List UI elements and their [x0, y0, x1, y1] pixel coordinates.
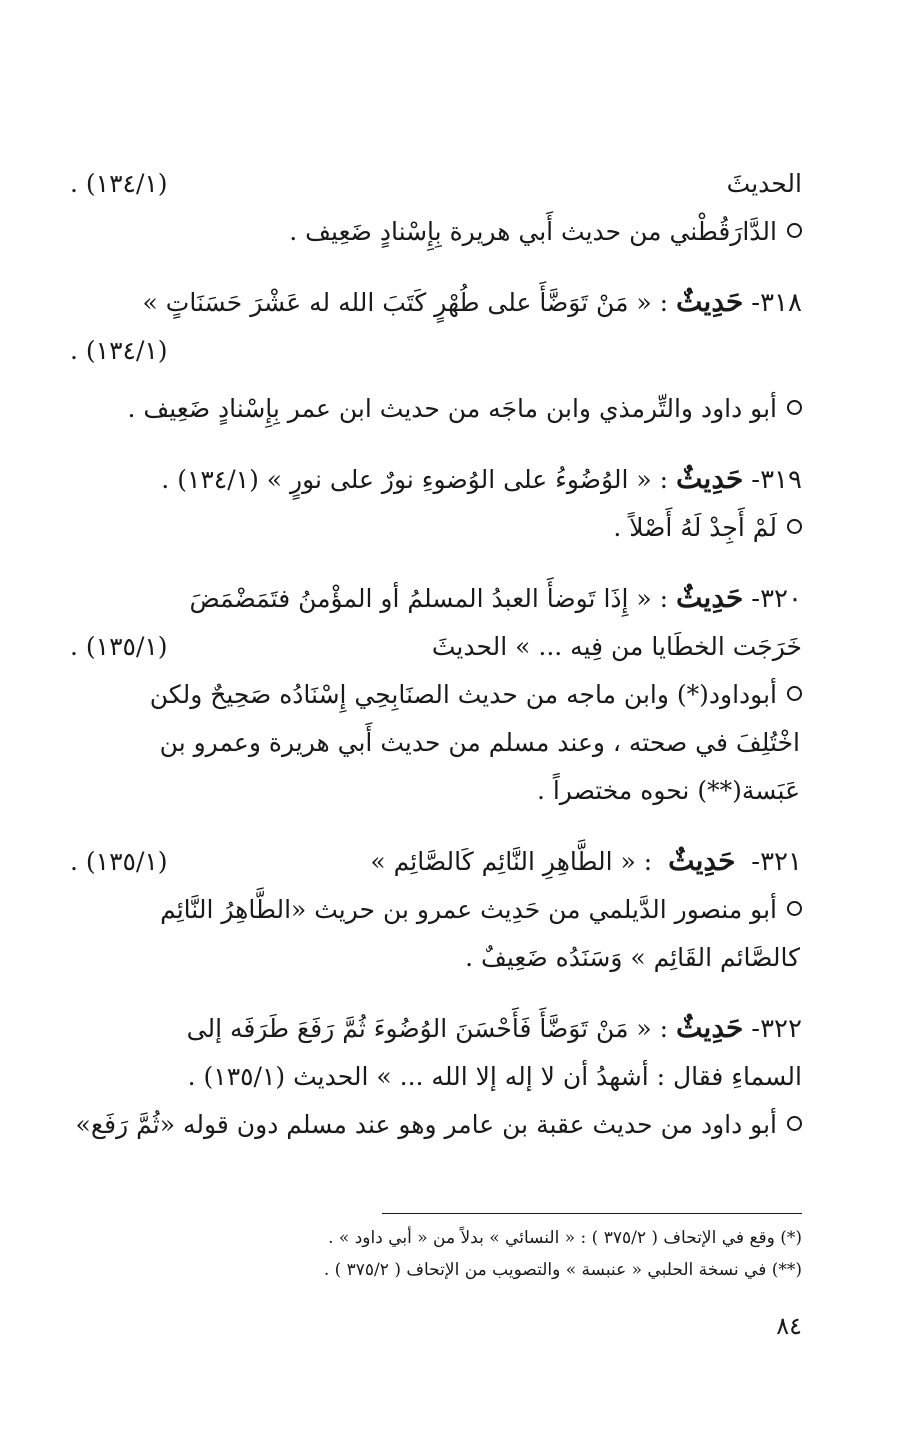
hadith-label: حَدِيثٌ — [676, 1011, 744, 1044]
comment-text: عَبَسة(**) نحوه مختصراً . — [536, 776, 800, 805]
hadith-322-line — [70, 1004, 802, 1053]
main-text — [70, 160, 802, 1149]
comment-line — [70, 208, 802, 256]
hadith-number: ٣١٩- — [751, 465, 802, 495]
circle-bullet-icon — [787, 901, 802, 916]
hadith-text: : « الوُضُوءُ على الوُضوءِ نورٌ على نورٍ » (١٣٤/١) . — [161, 465, 669, 494]
hadith-number: ٣٢٠- — [751, 584, 802, 614]
hadith-text: : « مَنْ تَوَضَّأَ على طُهْرٍ كَتَبَ الله له عَشْرَ حَسَنَاتٍ » — [142, 288, 669, 317]
hadith-number: ٣٢١- — [751, 847, 802, 877]
circle-bullet-icon — [787, 400, 802, 415]
comment-text: لَمْ أَجِدْ لَهُ أَصْلاً . — [613, 513, 777, 542]
comment-text: أبو داود من حديث عقبة بن عامر وهو عند مسلم دون قوله «ثُمَّ رَفَع» — [75, 1110, 777, 1139]
circle-bullet-icon — [787, 686, 802, 701]
comment-text: أبوداود(*) وابن ماجه من حديث الصنَابِحِي إِسْنَادُه صَحِيحٌ ولكن — [149, 680, 777, 709]
footnote-divider — [382, 1213, 802, 1214]
volume-page-ref: (١٣٥/١) . — [70, 847, 168, 876]
continuation-text: الحديثَ — [726, 169, 802, 198]
circle-bullet-icon — [787, 519, 802, 534]
hadith-text: خَرَجَت الخطَايا من فِيه ... » الحديثَ — [431, 632, 802, 661]
hadith-318-line — [70, 278, 802, 327]
comment-line — [70, 934, 802, 982]
comment-text: أبو منصور الدَّيلمي من حَدِيث عمرو بن حريث «الطَّاهِرُ النَّائِم — [160, 895, 777, 924]
hadith-text: : « مَنْ تَوَضَّأَ فَأَحْسَنَ الوُضُوءَ ثُمَّ رَفَعَ طَرَفَه إلى — [186, 1014, 669, 1043]
text-line — [70, 1053, 802, 1101]
comment-line — [70, 886, 802, 934]
hadith-label: حَدِيثٌ — [676, 581, 744, 614]
hadith-number: ٣٢٢- — [751, 1014, 802, 1044]
page-number: ٨٤ — [776, 1312, 802, 1340]
hadith-label: حَدِيثٌ — [668, 844, 736, 877]
text-line — [70, 160, 802, 208]
circle-bullet-icon — [787, 1116, 802, 1131]
comment-text: اخْتُلِفَ في صحته ، وعند مسلم من حديث أَبي هريرة وعمرو بن — [159, 728, 800, 757]
comment-text: أبو داود والتِّرمذي وابن ماجَه من حديث ابن عمر بِإِسْنادٍ ضَعِيف . — [127, 394, 777, 423]
hadith-label: حَدِيثٌ — [676, 285, 744, 318]
comment-line — [70, 385, 802, 433]
comment-line — [70, 671, 802, 719]
hadith-label: حَدِيثٌ — [676, 462, 744, 495]
comment-line — [70, 767, 802, 815]
volume-page-ref: (١٣٥/١) . — [70, 632, 168, 661]
comment-line — [70, 1101, 802, 1149]
comment-text: كالصَّائم القَائِم » وَسَنَدُه ضَعِيفٌ . — [465, 943, 800, 972]
hadith-text: : « إِذَا تَوضأَ العبدُ المسلمُ أو المؤْمنُ فتَمَضْمَضَ — [189, 584, 669, 613]
volume-page-ref: (١٣٤/١) . — [70, 336, 168, 365]
comment-line — [70, 504, 802, 552]
circle-bullet-icon — [787, 223, 802, 238]
hadith-321-line — [70, 837, 802, 886]
hadith-319-line — [70, 455, 802, 504]
hadith-320-line — [70, 574, 802, 623]
hadith-number: ٣١٨- — [751, 288, 802, 318]
comment-text: الدَّارَقُطْني من حديث أَبي هريرة بِإِسْنادٍ ضَعِيف . — [289, 217, 777, 246]
hadith-text: السماءِ فقال : أشهدُ أن لا إله إلا الله ... » الحديث (١٣٥/١) . — [187, 1062, 802, 1091]
text-line — [70, 327, 802, 375]
hadith-text: : « الطَّاهِرِ النَّائِم كَالصَّائِم » — [370, 847, 653, 876]
volume-page-ref: (١٣٤/١) . — [70, 169, 168, 198]
footnotes — [70, 1222, 802, 1286]
footnote-1: (*) وقع في الإتحاف ( ٣٧٥/٢ ) : « النسائي » بدلاً من « أبي داود » . — [328, 1228, 802, 1248]
text-line — [70, 623, 802, 671]
footnote-2: (**) في نسخة الحلبي « عنبسة » والتصويب من الإتحاف ( ٣٧٥/٢ ) . — [323, 1260, 802, 1280]
comment-line — [70, 719, 802, 767]
